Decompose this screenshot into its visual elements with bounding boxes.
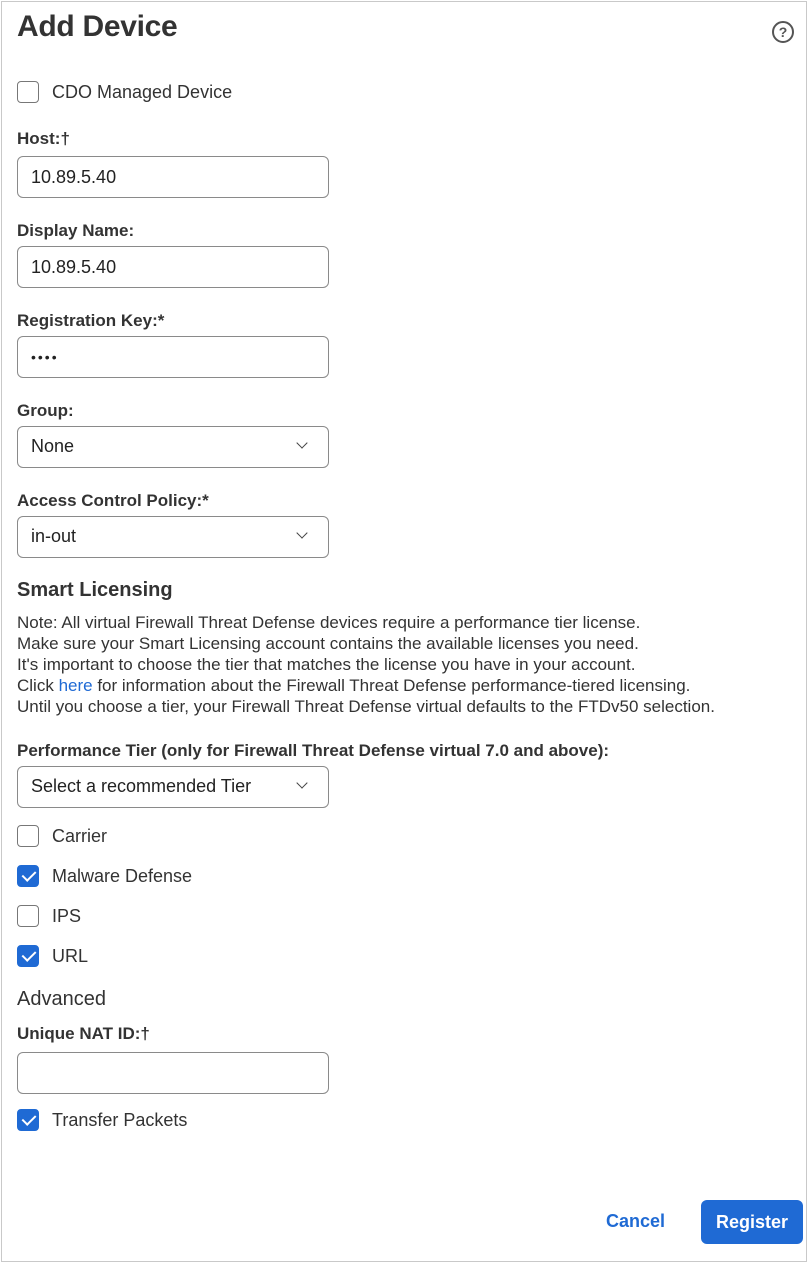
host-input[interactable] <box>17 156 329 198</box>
performance-tier-label: Performance Tier (only for Firewall Threat Defense virtual 7.0 and above): <box>17 741 610 760</box>
ips-label: IPS <box>52 906 82 926</box>
masked-value: •••• <box>31 349 59 365</box>
licensing-info-link[interactable]: here <box>58 676 93 695</box>
smart-licensing-note <box>17 612 802 717</box>
url-checkbox[interactable] <box>17 945 39 967</box>
note-line-4 <box>17 675 802 696</box>
registration-key-label: Registration Key:* <box>17 311 165 330</box>
register-button[interactable]: Register <box>701 1200 803 1244</box>
ips-checkbox[interactable] <box>17 905 39 927</box>
cancel-button[interactable]: Cancel <box>600 1210 671 1233</box>
performance-tier-selected-value: Select a recommended Tier <box>31 776 252 796</box>
host-label: Host:† <box>17 129 70 148</box>
malware-defense-checkbox[interactable] <box>17 865 39 887</box>
add-device-dialog <box>1 1 807 1262</box>
nat-id-label: Unique NAT ID:† <box>17 1024 150 1043</box>
cdo-managed-label: CDO Managed Device <box>52 82 233 102</box>
note-line-2: Make sure your Smart Licensing account contains the available licenses you need. <box>17 634 639 653</box>
group-selected-value: None <box>31 436 75 456</box>
chevron-down-icon <box>296 437 307 448</box>
smart-licensing-heading: Smart Licensing <box>17 579 173 601</box>
transfer-packets-label: Transfer Packets <box>52 1110 188 1130</box>
note-line-4-prefix: Click <box>17 676 59 695</box>
chevron-down-icon <box>296 777 307 788</box>
performance-tier-select[interactable] <box>17 766 329 808</box>
carrier-label: Carrier <box>52 826 108 846</box>
note-line-1: Note: All virtual Firewall Threat Defense devices require a performance tier license. <box>17 613 641 632</box>
carrier-checkbox[interactable] <box>17 825 39 847</box>
access-control-policy-selected-value: in-out <box>31 526 77 546</box>
chevron-down-icon <box>296 527 307 538</box>
nat-id-input[interactable] <box>17 1052 329 1094</box>
group-label: Group: <box>17 401 74 420</box>
note-line-5: Until you choose a tier, your Firewall Threat Defense virtual defaults to the FTDv50 selection. <box>17 697 715 716</box>
url-label: URL <box>52 946 89 966</box>
note-line-3: It's important to choose the tier that matches the license you have in your account. <box>17 655 636 674</box>
cdo-managed-checkbox[interactable] <box>17 81 39 103</box>
registration-key-input[interactable] <box>17 336 329 378</box>
display-name-input[interactable] <box>17 246 329 288</box>
access-control-policy-label: Access Control Policy:* <box>17 491 209 510</box>
note-line-4-suffix: for information about the Firewall Threat Defense performance-tiered licensing. <box>92 676 691 695</box>
help-circle-icon[interactable]: ? <box>772 21 794 43</box>
dialog-title: Add Device <box>17 10 178 43</box>
transfer-packets-checkbox[interactable] <box>17 1109 39 1131</box>
access-control-policy-select[interactable] <box>17 516 329 558</box>
advanced-heading: Advanced <box>17 988 106 1010</box>
malware-defense-label: Malware Defense <box>52 866 193 886</box>
group-select[interactable] <box>17 426 329 468</box>
display-name-label: Display Name: <box>17 221 135 240</box>
